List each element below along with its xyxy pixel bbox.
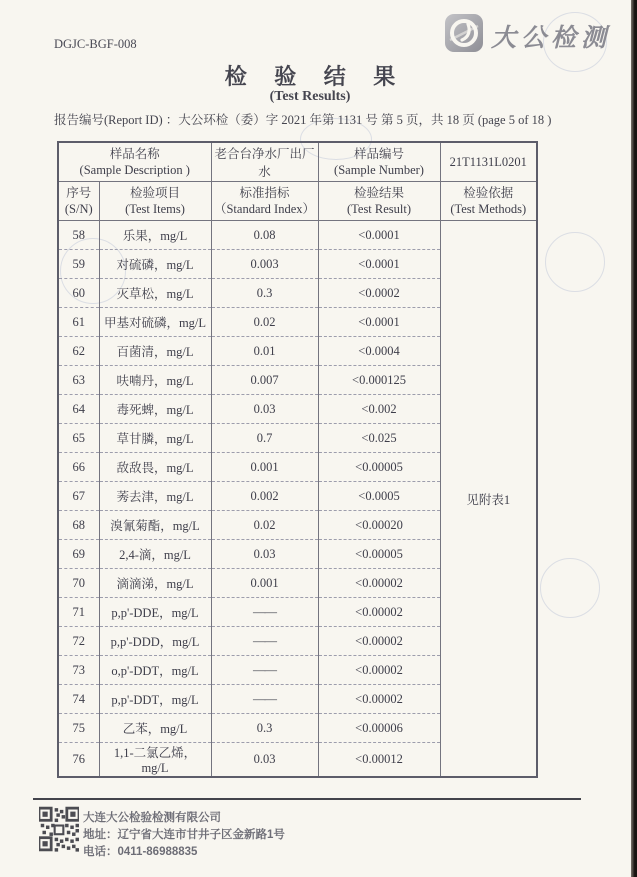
- col-header-method: 检验依据 (Test Methods): [440, 182, 537, 221]
- cell-result: <0.00002: [318, 598, 440, 627]
- sample-number-label: 样品编号 (Sample Number): [318, 142, 440, 182]
- cell-sn: 64: [58, 395, 99, 424]
- cell-standard: 0.003: [211, 250, 318, 279]
- cell-item: 1,1-二氯乙烯，mg/L: [99, 743, 211, 778]
- cell-standard: 0.08: [211, 221, 318, 250]
- cell-sn: 70: [58, 569, 99, 598]
- cell-standard: 0.3: [211, 714, 318, 743]
- cell-item: 呋喃丹，mg/L: [99, 366, 211, 395]
- cell-standard: 0.007: [211, 366, 318, 395]
- col-header-sn: 序号 (S/N): [58, 182, 99, 221]
- cell-standard: 0.03: [211, 743, 318, 778]
- cell-result: <0.0005: [318, 482, 440, 511]
- cell-result: <0.025: [318, 424, 440, 453]
- cell-standard: ——: [211, 627, 318, 656]
- cell-standard: 0.3: [211, 279, 318, 308]
- cell-standard: 0.002: [211, 482, 318, 511]
- cell-standard: 0.03: [211, 395, 318, 424]
- col-header-result: 检验结果 (Test Result): [318, 182, 440, 221]
- cell-result: <0.00002: [318, 627, 440, 656]
- cell-result: <0.00012: [318, 743, 440, 778]
- cell-sn: 66: [58, 453, 99, 482]
- cell-item: 滴滴涕，mg/L: [99, 569, 211, 598]
- col-header-item: 检验项目 (Test Items): [99, 182, 211, 221]
- sample-info-row: [58, 142, 537, 182]
- col-header-standard: 标准指标 （Standard Index）: [211, 182, 318, 221]
- methods-note-cell: 见附表1: [440, 221, 537, 778]
- cell-result: <0.0004: [318, 337, 440, 366]
- report-id-line: 报告编号(Report ID) ：大公环检（委）字 2021 年第 1131 号 第 5 页，共 18 页 (page 5 of 18 ): [54, 113, 552, 127]
- watermark-circle: [545, 232, 605, 292]
- sample-name-label: 样品名称 (Sample Description ): [58, 142, 211, 182]
- cell-standard: 0.02: [211, 511, 318, 540]
- test-results-table: [57, 141, 538, 778]
- results-body: [58, 221, 537, 778]
- cell-sn: 65: [58, 424, 99, 453]
- cell-sn: 75: [58, 714, 99, 743]
- cell-item: 毒死蜱，mg/L: [99, 395, 211, 424]
- footer-divider: [33, 798, 581, 800]
- sample-name-value: 老合台净水厂出厂水: [211, 142, 318, 182]
- cell-item: 百菌清，mg/L: [99, 337, 211, 366]
- cell-sn: 69: [58, 540, 99, 569]
- cell-sn: 58: [58, 221, 99, 250]
- cell-item: 草甘膦，mg/L: [99, 424, 211, 453]
- cell-result: <0.0001: [318, 221, 440, 250]
- company-name: 大连大公检验检测有限公司: [83, 812, 221, 824]
- cell-sn: 68: [58, 511, 99, 540]
- cell-sn: 62: [58, 337, 99, 366]
- cell-sn: 59: [58, 250, 99, 279]
- cell-item: 莠去津，mg/L: [99, 482, 211, 511]
- company-address: 地址：辽宁省大连市甘井子区金新路1号: [83, 829, 285, 841]
- cell-standard: 0.001: [211, 569, 318, 598]
- cell-sn: 72: [58, 627, 99, 656]
- cell-result: <0.00002: [318, 685, 440, 714]
- cell-item: 2,4-滴，mg/L: [99, 540, 211, 569]
- cell-item: 乐果，mg/L: [99, 221, 211, 250]
- cell-standard: ——: [211, 656, 318, 685]
- cell-sn: 76: [58, 743, 99, 778]
- logo-mark-icon: [444, 13, 484, 58]
- scan-edge: [631, 0, 637, 877]
- table-row: [58, 221, 537, 250]
- cell-result: <0.00006: [318, 714, 440, 743]
- cell-item: 灭草松，mg/L: [99, 279, 211, 308]
- cell-result: <0.0002: [318, 279, 440, 308]
- column-header-row: [58, 182, 537, 221]
- cell-result: <0.002: [318, 395, 440, 424]
- cell-item: 乙苯，mg/L: [99, 714, 211, 743]
- company-phone: 电话：0411-86988835: [83, 846, 198, 858]
- cell-item: p,p'-DDD，mg/L: [99, 627, 211, 656]
- cell-standard: 0.02: [211, 308, 318, 337]
- cell-sn: 74: [58, 685, 99, 714]
- page-subtitle: (Test Results): [269, 89, 351, 104]
- sample-number-value: 21T1131L0201: [440, 142, 537, 182]
- cell-item: p,p'-DDT，mg/L: [99, 685, 211, 714]
- cell-result: <0.000125: [318, 366, 440, 395]
- cell-result: <0.00002: [318, 569, 440, 598]
- logo-text: 大公检测: [491, 24, 612, 52]
- watermark-circle: [540, 558, 600, 618]
- cell-item: 对硫磷，mg/L: [99, 250, 211, 279]
- company-logo: [444, 13, 611, 58]
- cell-sn: 71: [58, 598, 99, 627]
- cell-sn: 67: [58, 482, 99, 511]
- cell-sn: 60: [58, 279, 99, 308]
- cell-item: 敌敌畏，mg/L: [99, 453, 211, 482]
- cell-result: <0.00020: [318, 511, 440, 540]
- cell-standard: 0.01: [211, 337, 318, 366]
- footer-contact-block: [83, 810, 285, 861]
- cell-result: <0.0001: [318, 250, 440, 279]
- cell-standard: 0.7: [211, 424, 318, 453]
- form-code: DGJC-BGF-008: [54, 37, 137, 51]
- cell-item: o,p'-DDT，mg/L: [99, 656, 211, 685]
- cell-result: <0.0001: [318, 308, 440, 337]
- cell-standard: ——: [211, 598, 318, 627]
- cell-item: 溴氰菊酯，mg/L: [99, 511, 211, 540]
- cell-sn: 73: [58, 656, 99, 685]
- cell-result: <0.00002: [318, 656, 440, 685]
- cell-sn: 61: [58, 308, 99, 337]
- cell-standard: 0.03: [211, 540, 318, 569]
- cell-standard: 0.001: [211, 453, 318, 482]
- cell-result: <0.00005: [318, 453, 440, 482]
- qr-code: [39, 806, 79, 857]
- cell-item: 甲基对硫磷，mg/L: [99, 308, 211, 337]
- cell-sn: 63: [58, 366, 99, 395]
- page-title: 检 验 结 果: [224, 64, 407, 89]
- cell-standard: ——: [211, 685, 318, 714]
- cell-result: <0.00005: [318, 540, 440, 569]
- cell-item: p,p'-DDE，mg/L: [99, 598, 211, 627]
